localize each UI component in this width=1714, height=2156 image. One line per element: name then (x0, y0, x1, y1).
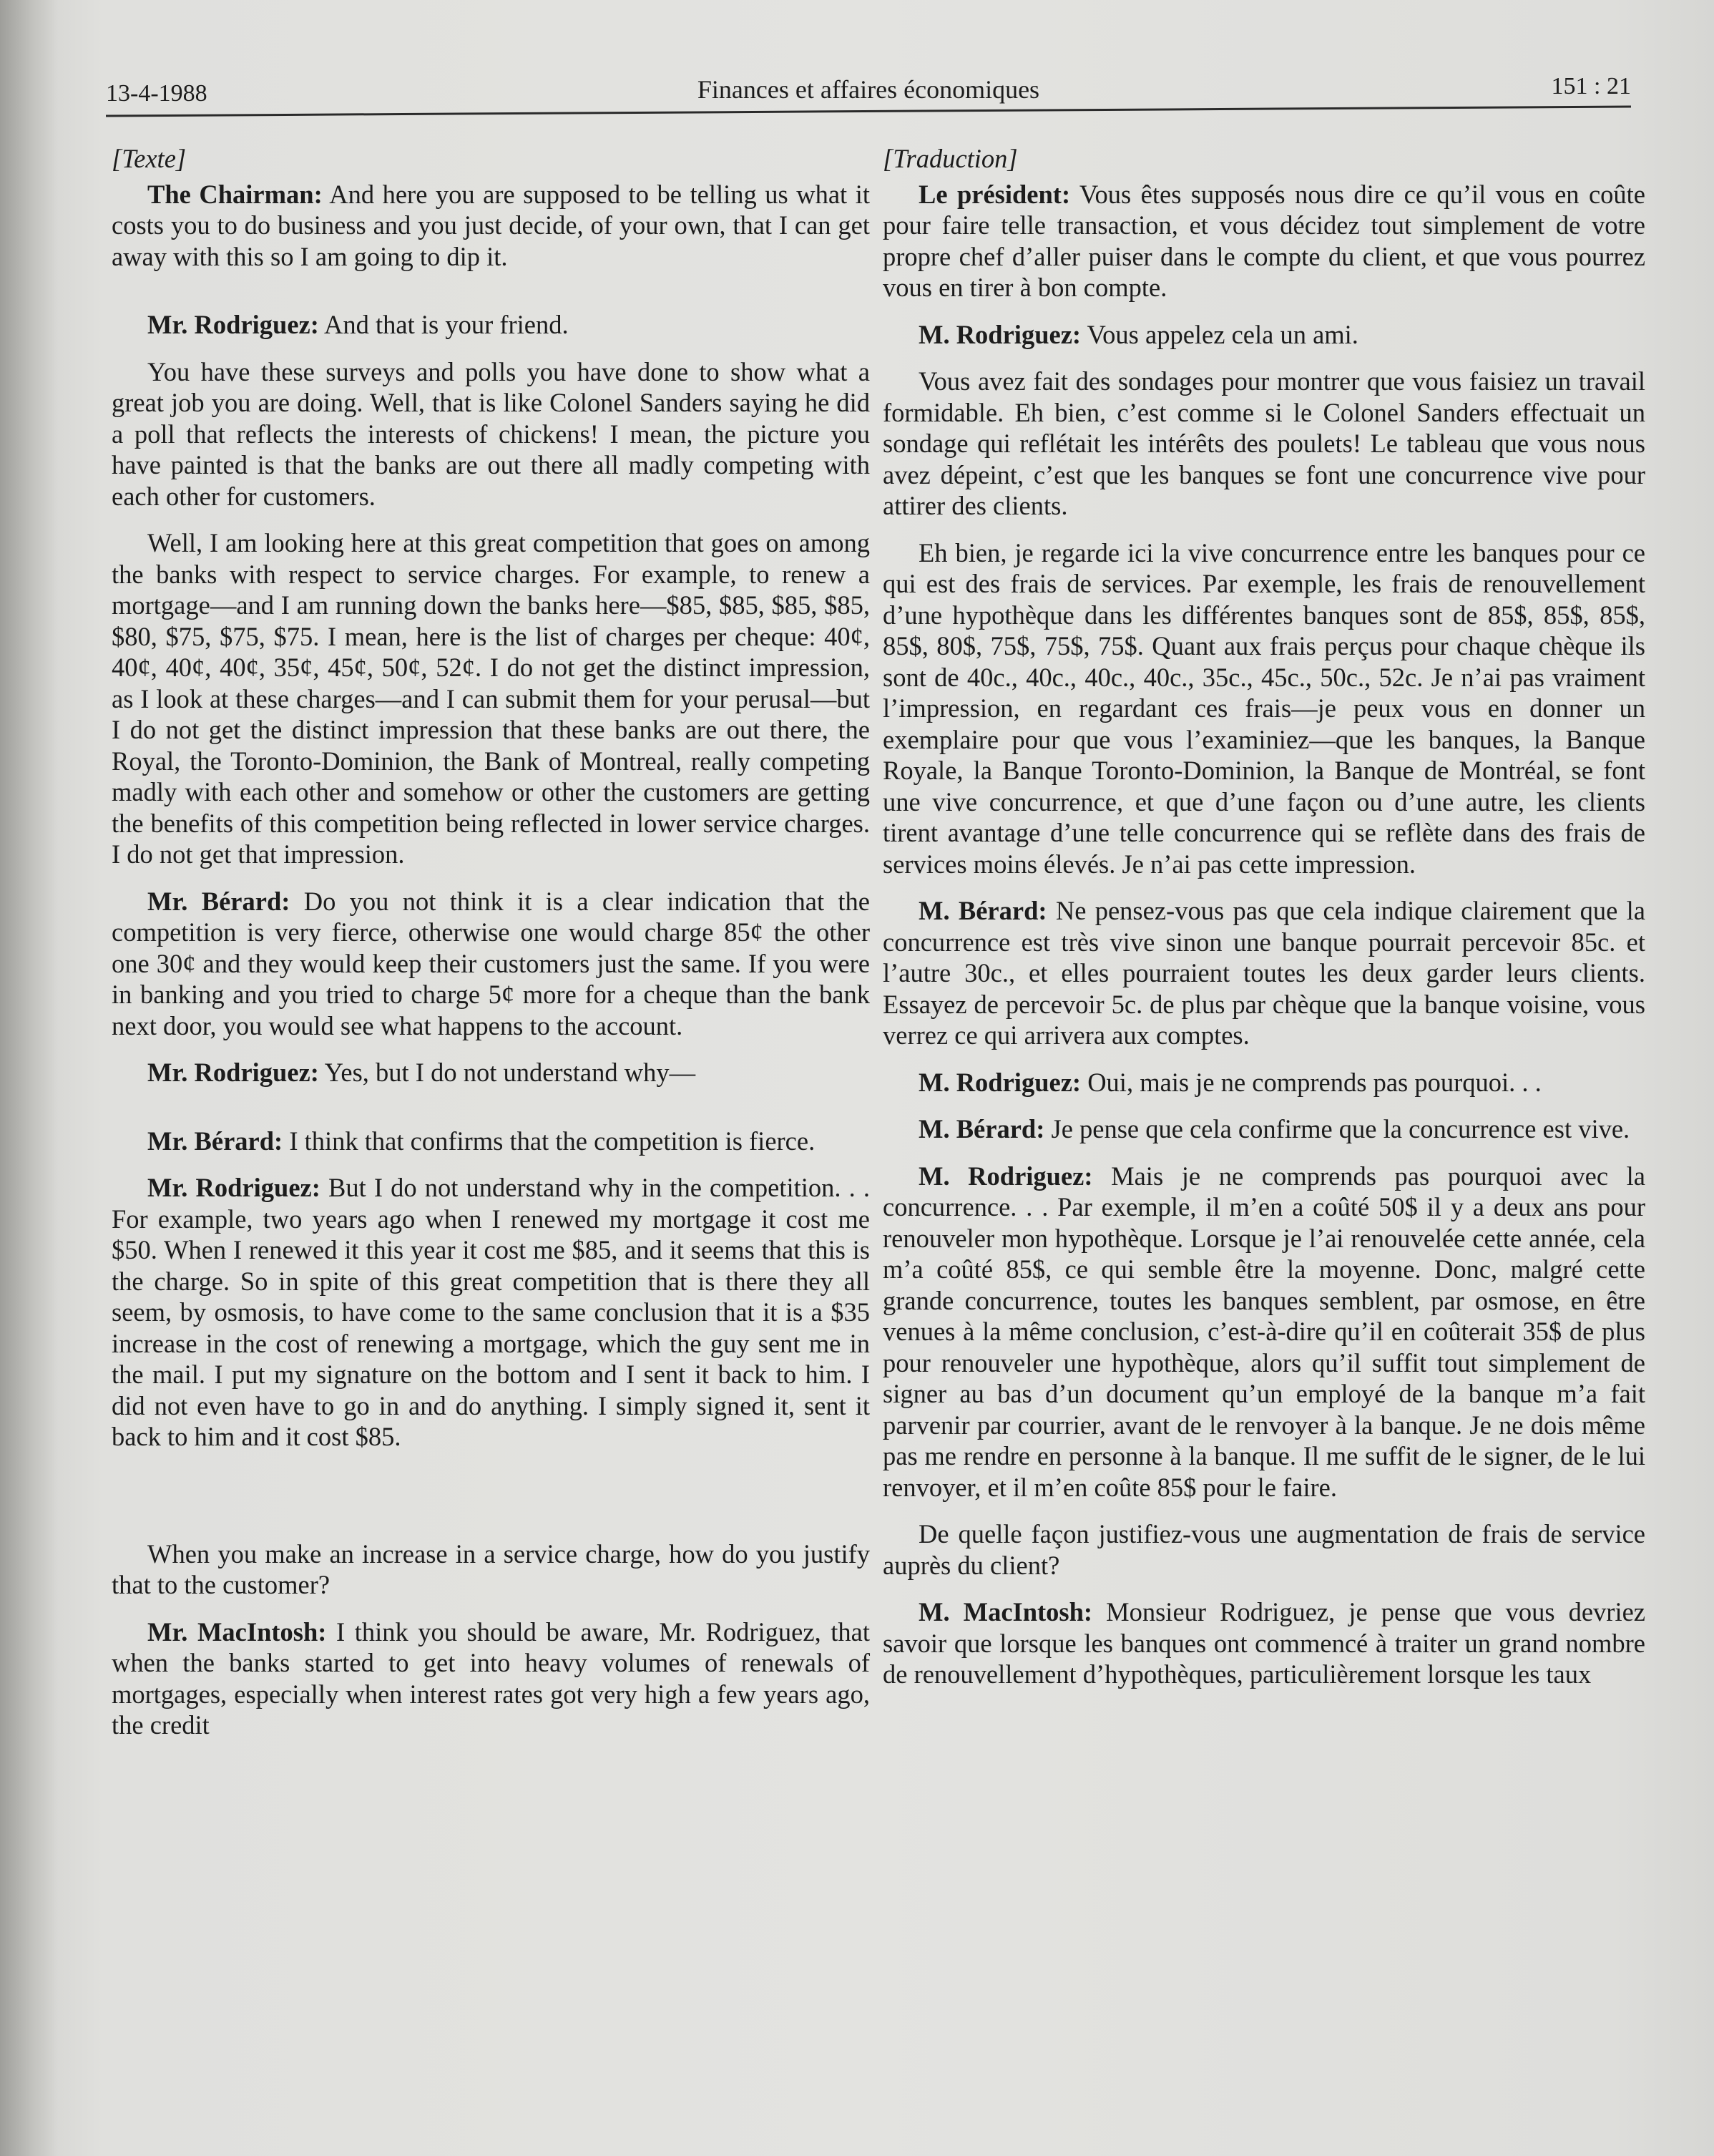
speaker-name: M. Rodriguez: (919, 319, 1082, 349)
speech-text: And here you are supposed to be telling us what it costs you to do business and you just decide, of your own, that I can get away with this so I am going to dip it. (112, 179, 870, 271)
paragraph: De quelle façon justifiez-vous une augmentation de frais de service auprès du client? (883, 1519, 1645, 1580)
paragraph (883, 1596, 1645, 1690)
speech-text: Yes, but I do not understand why— (318, 1058, 696, 1087)
speaker-name: Mr. Rodriguez: (147, 1173, 320, 1202)
paragraph: Vous avez fait des sondages pour montrer que vous faisiez un travail formidable. Eh bien, c’est comme si le Colonel Sanders effectuait un sondage qui reflétait les intérêts des poulets! Le tableau que vous nous avez dépeint, c’est que les banques se font une concurrence vive pour attirer des clients. (883, 366, 1645, 520)
speech-text: And that is your friend. (318, 310, 569, 339)
paragraph (112, 309, 870, 341)
speaker-name: M. MacIntosh: (919, 1597, 1093, 1626)
speaker-name: The Chairman: (147, 179, 323, 209)
speech-text: But I do not understand why in the competition. . . For example, two years ago when I renewed my mortgage it cost me $50. When I renewed it this year it cost me $85, and it seems that this is the charge. So in spite of this great competition that is there they all seem, by osmosis, to have come to the same conclusion that it is a $35 increase in the cost of renewing a mortgage, which the guy sent me in the mail. I put my signature on the bottom and I sent it back to him. I did not even have to go in and do anything. I simply signed it, sent it back to him and it cost $85. (112, 1173, 870, 1451)
speech-text: Ne pensez-vous pas que cela indique clairement que la concurrence est très vive sinon une banque pourrait percevoir 85c. et l’autre 30c., et elles pourraient toutes les deux garder leurs clients. Essayez de percevoir 5c. de plus par chèque que la banque voisine, vous verrez ce qui arrivera aux comptes. (883, 896, 1645, 1050)
french-column (883, 143, 1645, 1706)
speaker-name: Mr. Bérard: (147, 1126, 283, 1156)
paragraph (883, 179, 1645, 303)
speaker-name: Mr. Rodriguez: (147, 1058, 319, 1087)
speaker-name: Mr. Rodriguez: (147, 310, 319, 339)
header-publication: Finances et affaires économiques (697, 75, 1040, 104)
paragraph (112, 1616, 870, 1741)
speaker-name: Mr. MacIntosh: (147, 1616, 327, 1647)
speech-text: Vous appelez cela un ami. (1081, 319, 1358, 349)
paragraph (112, 886, 870, 1042)
column-tag: [Traduction] (883, 144, 1018, 173)
page-binding-shadow (0, 0, 57, 2156)
speech-text: Oui, mais je ne comprends pas pourquoi. . . (1081, 1067, 1542, 1097)
paragraph (883, 895, 1645, 1051)
speaker-name: M. Rodriguez: (919, 1067, 1082, 1097)
speaker-name: M. Bérard: (919, 1114, 1045, 1143)
paragraph: Eh bien, je regarde ici la vive concurrence entre les banques pour ce qui est des frais de services. Par exemple, les frais de renouvellement d’une hypothèque dans les différentes banques sont de 85$, 85$, 85$, 85$, 80$, 75$, 75$, 75$. Quant aux frais perçus pour chaque chèque ils sont de 40c., 40c., 40c., 40c., 35c., 45c., 50c., 52c. Je n’ai pas vraiment l’impression, en regardant ces frais—je peux vous en donner un exemplaire pour que vous l’examiniez—que les banques, la Banque Royale, la Banque Toronto-Dominion, la Banque de Montréal, se font une vive concurrence, et que d’une façon ou d’une autre, les clients tirent avantage d’une telle concurrence qui se reflète dans des frais de services moins élevés. Je n’ai pas cette impression. (883, 537, 1645, 879)
speaker-name: M. Rodriguez: (919, 1161, 1093, 1191)
paragraph (883, 1113, 1645, 1145)
header-page-number: 151 : 21 (1551, 73, 1631, 99)
paragraph: You have these surveys and polls you have done to show what a great job you are doing. Well, that is like Colonel Sanders saying he did a poll that reflects the interests of chickens! I mean, the picture you have painted is that the banks are out there all madly competing with each other for customers. (112, 356, 870, 511)
paragraph (883, 1067, 1645, 1098)
speech-text: Do you not think it is a clear indication that the competition is very fierce, otherwise one would charge 85¢ the other one 30¢ and they would keep their customers just the same. If you were in banking and you tried to charge 5¢ more for a cheque than the bank next door, you would see what happens to the account. (112, 886, 871, 1040)
speech-text: Je pense que cela confirme que la concurrence est vive. (1044, 1114, 1630, 1143)
speaker-name: Le président: (919, 179, 1071, 209)
speech-text: I think you should be aware, Mr. Rodriguez, that when the banks started to get into heavy volumes of renewals of mortgages, especially when interest rates got very high a few years ago, the credit (112, 1616, 870, 1740)
paragraph (112, 1057, 870, 1088)
paragraph: Well, I am looking here at this great competition that goes on among the banks with respect to service charges. For example, to renew a mortgage—and I am running down the banks here—$85, $85, $85, $85, $80, $75, $75, $75. I mean, here is the list of charges per cheque: 40¢, 40¢, 40¢, 40¢, 35¢, 45¢, 50¢, 52¢. I do not get the distinct impression, as I look at these charges—and I can submit them for your perusal—but I do not get the distinct impression that these banks are out there, the Royal, the Toronto-Dominion, the Bank of Montreal, really competing madly with each other and somehow or other the customers are getting the benefits of this competition being reflected in lower service charges. I do not get that impression. (112, 528, 870, 869)
header-date: 13-4-1988 (106, 80, 207, 107)
english-column (112, 143, 870, 1757)
paragraph (112, 179, 870, 273)
paragraph (883, 319, 1645, 351)
paragraph (112, 1126, 870, 1157)
speaker-name: M. Bérard: (919, 896, 1047, 925)
speech-text: Vous êtes supposés nous dire ce qu’il vous en coûte pour faire telle transaction, et vous décidez tout simplement de votre propre chef d’aller puiser dans le compte du client, et que vous pourrez vous en tirer à bon compte. (883, 179, 1646, 302)
paragraph: When you make an increase in a service charge, how do you justify that to the customer? (112, 1538, 870, 1599)
column-tag: [Texte] (112, 144, 187, 173)
paragraph (883, 1161, 1645, 1503)
speech-text: I think that confirms that the competition is fierce. (283, 1126, 816, 1156)
speech-text: Mais je ne comprends pas pourquoi avec la concurrence. . . Par exemple, il m’en a coûté 50$ il y a deux ans pour renouveler mon hypothèque. Lorsque je l’ai renouvelée cette année, cela m’a coûté 85$, ce qui semble être la moyenne. Donc, malgré cette grande concurrence, toutes les banques semblent, par osmose, en être venues à la même conclusion, c’est-à-dire qu’il en coûterait 35$ de plus pour renouveler une hypothèque, alors qu’il suffit tout simplement de signer au bas d’un document qu’un employé de la banque m’a fait parvenir par courrier, avant de le renvoyer à la banque. Je ne dois même pas me rendre en personne à la banque. Il me suffit de le signer, de le lui renvoyer, et il m’en coûte 85$ pour le faire. (883, 1161, 1645, 1502)
speech-text: Monsieur Rodriguez, je pense que vous devriez savoir que lorsque les banques ont commencé à traiter un grand nombre de renouvellement d’hypothèques, particulièrement lorsque les taux (883, 1597, 1645, 1689)
speaker-name: Mr. Bérard: (147, 886, 290, 916)
paragraph (112, 1172, 870, 1453)
